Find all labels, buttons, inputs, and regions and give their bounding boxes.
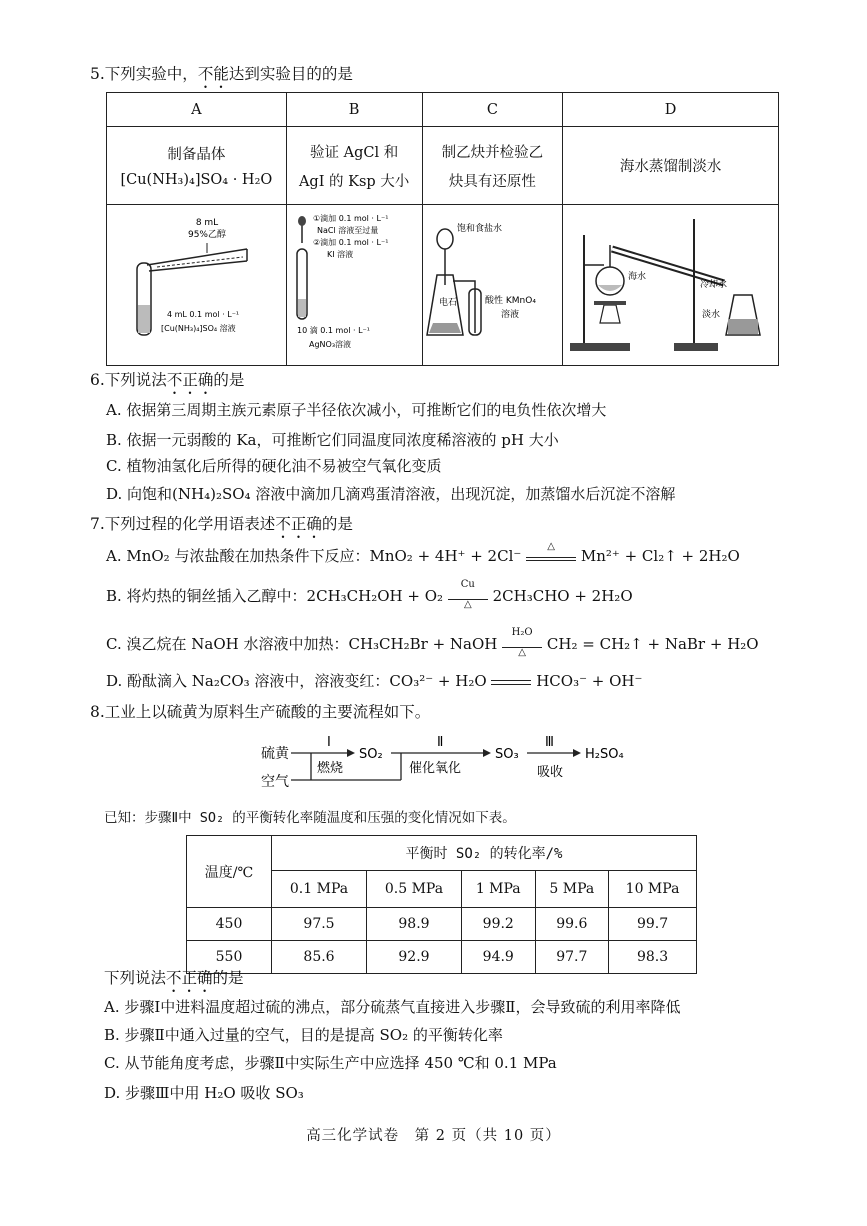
flow-step3: Ⅲ (545, 735, 554, 750)
q6-stem: 6.下列说法不正确的是 (90, 371, 245, 389)
col-d-letter: D (563, 93, 779, 127)
q6-option-d: D. 向饱和(NH₄)₂SO₄ 溶液中滴加几滴鸡蛋清溶液，出现沉淀，加蒸馏水后沉淀不溶解 (106, 485, 676, 503)
label-cu-complex: [Cu(NH₃)₄]SO₄ 溶液 (161, 324, 237, 333)
label-b-agno3: AgNO₃溶液 (309, 340, 352, 349)
q7-option-c: C. 溴乙烷在 NaOH 水溶液中加热：CH₃CH₂Br + NaOH H₂O △ CH₂ = CH₂↑ + NaBr + H₂O (106, 626, 759, 658)
flow-air: 空气 (261, 774, 289, 790)
table-corner: 温度/℃ (187, 836, 272, 908)
flow-step2-label: 催化氧化 (409, 761, 462, 776)
label-solution: 溶液 (500, 310, 519, 320)
q5-stem: 5.下列实验中，不能达到实验目的的是 (90, 65, 353, 83)
label-b-step2: ②滴加 0.1 mol · L⁻¹ (313, 238, 389, 247)
flow-step3-label: 吸收 (537, 765, 564, 780)
label-seawater: 海水 (627, 272, 646, 282)
flow-sulfur: 硫黄 (261, 746, 289, 762)
apparatus-c (423, 205, 562, 361)
col-b-letter: B (286, 93, 422, 127)
col-a-letter: A (107, 93, 287, 127)
flow-so3: SO₃ (495, 747, 519, 762)
apparatus-d (564, 205, 778, 361)
apparatus-b (287, 205, 421, 361)
q6-option-b: B. 依据一元弱酸的 Ka，可推断它们同温度同浓度稀溶液的 pH 大小 (106, 431, 559, 449)
q7-stem: 7.下列过程的化学用语表述不正确的是 (90, 515, 353, 533)
label-b-ki: KI 溶液 (327, 250, 354, 259)
table-row: 550 85.6 92.9 94.9 97.7 98.3 (187, 941, 697, 974)
flow-h2so4: H₂SO₄ (585, 747, 624, 762)
q8-option-d: D. 步骤Ⅲ中用 H₂O 吸收 SO₃ (104, 1084, 304, 1102)
col-b-title: 验证 AgCl 和 AgI 的 Ksp 大小 (286, 127, 422, 205)
col-d-title: 海水蒸馏制淡水 (563, 127, 779, 205)
col-c-title: 制乙炔并检验乙 炔具有还原性 (422, 127, 563, 205)
label-kmno4: 酸性 KMnO₄ (484, 296, 536, 306)
q8-known: 已知：步骤Ⅱ中 SO₂ 的平衡转化率随温度和压强的变化情况如下表。 (104, 810, 516, 826)
col-b-figure (286, 205, 422, 366)
flow-step1-label: 燃烧 (317, 761, 344, 776)
label-brine: 饱和食盐水 (456, 224, 502, 234)
q7-option-a: A. MnO₂ 与浓盐酸在加热条件下反应：MnO₂ + 4H⁺ + 2Cl⁻ △ Mn²⁺ + Cl₂↑ + 2H₂O (106, 541, 740, 565)
label-8ml: 8 mL (196, 218, 219, 228)
flow-so2: SO₂ (359, 747, 383, 762)
label-b-nacl: NaCl 溶液至过量 (317, 226, 379, 235)
q6-option-a: A. 依据第三周期主族元素原子半径依次减小，可推断它们的电负性依次增大 (106, 401, 607, 419)
col-a-figure (107, 205, 287, 366)
flow-step2: Ⅱ (437, 735, 444, 750)
label-cooling-water: 冷却水 (699, 280, 727, 290)
q7-option-d: D. 酚酞滴入 Na₂CO₃ 溶液中，溶液变红：CO₃²⁻ + H₂O HCO₃⁻ + OH⁻ (106, 672, 643, 690)
q8-stem: 8.工业上以硫黄为原料生产硫酸的主要流程如下。 (90, 703, 431, 721)
label-b-10drops: 10 滴 0.1 mol · L⁻¹ (297, 326, 371, 335)
col-c-letter: C (422, 93, 563, 127)
so2-conversion-table (186, 835, 697, 974)
pressure-header: 0.1 MPa (272, 871, 367, 908)
process-flow-diagram (255, 728, 655, 792)
flow-step1: Ⅰ (327, 735, 331, 750)
label-b-step1: ①滴加 0.1 mol · L⁻¹ (313, 214, 389, 223)
heat-symbol: △ (547, 541, 555, 552)
q6-option-c: C. 植物油氢化后所得的硬化油不易被空气氧化变质 (106, 457, 442, 475)
col-c-figure (422, 205, 563, 366)
pressure-header: 5 MPa (535, 871, 609, 908)
pressure-header: 10 MPa (609, 871, 697, 908)
q8-option-c: C. 从节能角度考虑，步骤Ⅱ中实际生产中应选择 450 ℃和 0.1 MPa (104, 1054, 557, 1072)
label-fresh-water: 淡水 (701, 310, 720, 320)
table-group-header: 平衡时 SO₂ 的转化率/% (272, 836, 697, 871)
q5-experiment-table (106, 92, 779, 366)
q8-option-a: A. 步骤Ⅰ中进料温度超过硫的沸点，部分硫蒸气直接进入步骤Ⅱ，会导致硫的利用率降低 (104, 998, 681, 1016)
label-calcium-carbide: 电石 (438, 298, 457, 308)
page-footer: 高三化学试卷 第 2 页（共 10 页） (306, 1128, 561, 1144)
apparatus-a (107, 205, 285, 361)
q8-sub-stem: 下列说法不正确的是 (104, 969, 244, 987)
label-4ml: 4 mL 0.1 mol · L⁻¹ (167, 310, 240, 319)
pressure-header: 0.5 MPa (366, 871, 461, 908)
col-d-figure (563, 205, 779, 366)
reversible-arrow (491, 680, 531, 685)
pressure-header: 1 MPa (461, 871, 535, 908)
label-ethanol: 95%乙醇 (188, 230, 227, 240)
q7-option-b: B. 将灼热的铜丝插入乙醇中：2CH₃CH₂OH + O₂ Cu △ 2CH₃CHO + 2H₂O (106, 578, 633, 610)
q8-option-b: B. 步骤Ⅱ中通入过量的空气，目的是提高 SO₂ 的平衡转化率 (104, 1026, 503, 1044)
table-row: 450 97.5 98.9 99.2 99.6 99.7 (187, 908, 697, 941)
col-a-title: 制备晶体 [Cu(NH₃)₄]SO₄ · H₂O (107, 127, 287, 205)
